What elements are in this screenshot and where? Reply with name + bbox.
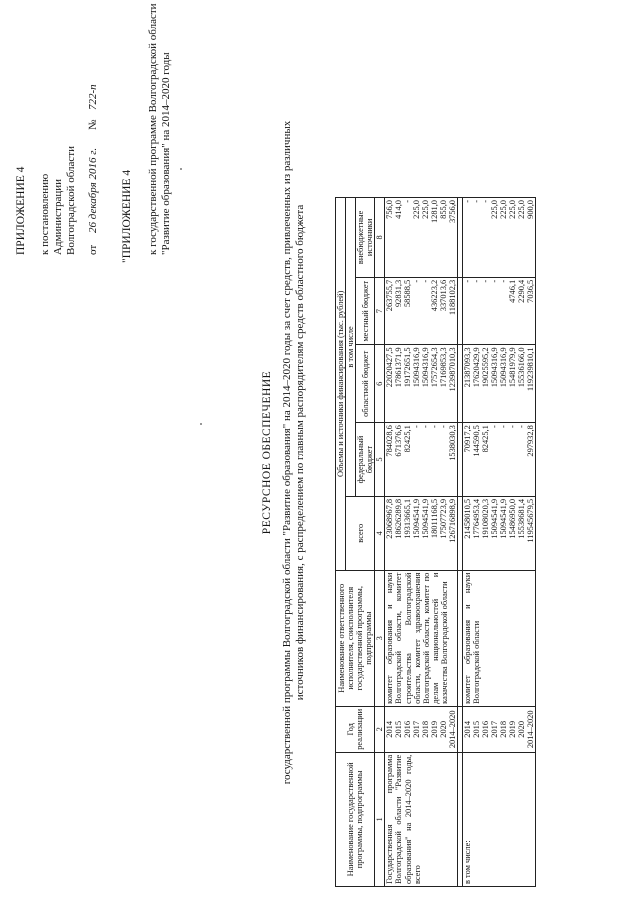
date-prefix: от (87, 244, 99, 255)
number-prefix: № (87, 119, 99, 130)
extra-value: - (463, 200, 473, 203)
local-value: - (490, 279, 500, 283)
federal-value: - (499, 425, 509, 428)
resource-table (335, 197, 536, 887)
col-number: 4 (375, 496, 385, 570)
years-value: 2019 (508, 720, 518, 738)
regional-value: 15481979,9 (508, 347, 518, 388)
extra-value: 855,0 (439, 200, 449, 219)
extra-value: 225,0 (412, 200, 422, 219)
appendix-label: ПРИЛОЖЕНИЕ 4 (15, 166, 27, 255)
header-including: в том числе (346, 198, 356, 497)
total-value: 23068967,8 (385, 498, 395, 539)
local-value: 1188102,3 (448, 279, 458, 316)
local-value: 436223,2 (430, 279, 440, 312)
regional-value: 19172651,5 (403, 347, 413, 388)
date-value: 26 декабря 2016 г. (87, 147, 99, 233)
extra-value: 900,0 (526, 200, 536, 219)
years-value: 2018 (499, 720, 509, 738)
years-value: 2020 (439, 720, 449, 738)
local-value: 263755,7 (385, 279, 395, 312)
col-number: 7 (375, 277, 385, 345)
total-value: 19108020,3 (481, 498, 491, 539)
col-number: 2 (375, 706, 385, 752)
resolution-line-1: к постановлению (39, 173, 51, 255)
total-value: 18626289,8 (394, 498, 404, 539)
total-value: 15486950,0 (508, 498, 518, 539)
years-value: 2017 (490, 720, 500, 738)
extra-value: 225,0 (499, 200, 509, 219)
extra-value: 225,0 (421, 200, 431, 219)
header-volumes: Объемы и источники финансирования (тыс. рублей) (336, 198, 346, 571)
years-value: 2014–2020 (526, 710, 536, 749)
total-value: 18011168,5 (430, 498, 440, 539)
regional-value: 21387093,3 (463, 347, 473, 388)
total-value: 15094541,9 (490, 498, 500, 539)
extra-cell (463, 198, 536, 278)
to-program-line-2: "Развитие образования" на 2014–2020 годы (160, 52, 172, 255)
federal-cell (463, 423, 536, 497)
local-value: - (421, 279, 431, 283)
total-value: 126716898,9 (448, 498, 458, 543)
regional-value: 19025595,2 (481, 347, 491, 388)
regional-cell (385, 345, 458, 423)
federal-cell (385, 423, 458, 497)
header-year: Год реализации (336, 706, 375, 752)
years-value: 2014 (385, 720, 395, 738)
extra-cell (385, 198, 458, 278)
including-label: в том числе: (463, 752, 536, 886)
federal-value: - (421, 425, 431, 428)
years-value: 2015 (394, 720, 404, 738)
resolution-line-2: Администрации (52, 178, 64, 255)
executor-name: комитет образования и науки Волгоградской области, комитет строительства Волгоградской области, комитет здравоохранения Волгоградской области, комитет по делам национальностей и казачества Волгоградской области (385, 570, 458, 706)
col-number: 5 (375, 423, 385, 497)
column-number-row (375, 198, 385, 887)
header-local: местный бюджет (356, 277, 375, 345)
federal-value: 70917,2 (463, 425, 473, 453)
local-value: - (499, 279, 509, 283)
extra-value: 414,0 (394, 200, 404, 219)
local-value: 92831,3 (394, 279, 404, 308)
local-value: 337013,6 (439, 279, 449, 312)
years-value: 2016 (403, 720, 413, 738)
federal-value: - (490, 425, 500, 428)
regional-value: 17169853,3 (439, 347, 449, 388)
regional-value: 22020427,5 (385, 347, 395, 388)
title-line-2: государственной программы Волгоградской области "Развитие образования" на 2014–2020 годы за счет средств, привлеченных из различных (281, 120, 293, 785)
federal-value: - (430, 425, 440, 428)
scan-speck (200, 423, 202, 425)
total-value: 17507723,9 (439, 498, 449, 539)
extra-value: - (403, 200, 413, 203)
committee-education-block (463, 198, 536, 887)
local-cell (385, 277, 458, 345)
total-value: 15094541,9 (499, 498, 509, 539)
regional-value: 119239810,1 (526, 347, 536, 392)
number-value: 722-п (87, 84, 99, 110)
extra-value: - (472, 200, 482, 203)
federal-value: - (517, 425, 527, 428)
extra-value: 3756,0 (448, 200, 458, 224)
extra-value: 756,0 (385, 200, 395, 219)
title-main: РЕСУРСНОЕ ОБЕСПЕЧЕНИЕ (261, 370, 273, 535)
years-value: 2018 (421, 720, 431, 738)
title-line-3: источников финансирования, с распределением по главным распорядителям средств областного бюджета (294, 204, 306, 701)
extra-value: 1281,0 (430, 200, 440, 224)
col-number: 8 (375, 198, 385, 278)
regional-value: 15094316,9 (490, 347, 500, 388)
total-value: 15094541,9 (421, 498, 431, 539)
regional-value: 15094316,9 (499, 347, 509, 388)
regional-value: 17620429,9 (472, 347, 482, 388)
header-federal: федеральный бюджет (356, 423, 375, 497)
years-value: 2016 (481, 720, 491, 738)
local-value: 4746,1 (508, 279, 518, 303)
total-cell (385, 496, 458, 570)
appendix-quote: "ПРИЛОЖЕНИЕ 4 (121, 169, 133, 263)
regional-value: 15094316,9 (412, 347, 422, 388)
extra-value: 225,0 (490, 200, 500, 219)
col-number: 1 (375, 752, 385, 886)
regional-value: 123987010,3 (448, 347, 458, 392)
regional-cell (463, 345, 536, 423)
total-value: 15094541,9 (412, 498, 422, 539)
header-extra: внебюджетные источники (356, 198, 375, 278)
extra-value: - (481, 200, 491, 203)
local-value: - (481, 279, 491, 283)
header-total: всего (346, 496, 375, 570)
year-cell (463, 706, 536, 752)
local-value: - (412, 279, 422, 283)
to-program-line-1: к государственной программе Волгоградской области (147, 3, 159, 255)
federal-value: 671376,6 (394, 425, 404, 457)
executor-name: комитет образования и науки Волгоградской области (463, 570, 536, 706)
regional-value: 17861371,9 (394, 347, 404, 388)
federal-value: - (412, 425, 422, 428)
col-number: 3 (375, 570, 385, 706)
total-value: 21458010,5 (463, 498, 473, 539)
years-value: 2014 (463, 720, 473, 738)
federal-value: 297932,8 (526, 425, 536, 457)
total-cell (463, 496, 536, 570)
total-value: 119545679,5 (526, 498, 536, 543)
header-executor: Наименование ответственного исполнителя, соисполнителя государственной программы, подпрограммы (336, 570, 375, 706)
local-value: - (472, 279, 482, 283)
federal-value: 82425,1 (403, 425, 413, 453)
federal-value: 82425,1 (481, 425, 491, 453)
col-number: 6 (375, 345, 385, 423)
years-value: 2014–2020 (448, 710, 458, 749)
local-value: 2290,4 (517, 279, 527, 303)
extra-value: 225,0 (517, 200, 527, 219)
regional-value: 17572654,3 (430, 347, 440, 388)
federal-value: - (439, 425, 449, 428)
extra-value: 225,0 (508, 200, 518, 219)
federal-value: 144590,5 (472, 425, 482, 457)
program-name: Государственная программа Волгоградской области "Развитие образования" на 2014–2020 годы, всего (385, 752, 458, 886)
local-cell (463, 277, 536, 345)
total-value: 15538681,4 (517, 498, 527, 539)
years-value: 2020 (517, 720, 527, 738)
regional-value: 15094316,9 (421, 347, 431, 388)
resolution-line-3: Волгоградской области (65, 146, 77, 255)
header-name: Наименование государственной программы, подпрограммы (336, 752, 375, 886)
total-value: 19313665,1 (403, 498, 413, 539)
federal-value: 1538030,3 (448, 425, 458, 461)
header-regional: областной бюджет (356, 345, 375, 423)
total-value: 17764953,4 (472, 498, 482, 539)
years-value: 2019 (430, 720, 440, 738)
local-value: - (463, 279, 473, 283)
scan-speck (180, 168, 182, 170)
program-total-block (385, 198, 458, 887)
regional-value: 15536166,0 (517, 347, 527, 388)
years-value: 2017 (412, 720, 422, 738)
federal-value: 784028,6 (385, 425, 395, 457)
local-value: 7036,5 (526, 279, 536, 303)
federal-value: - (508, 425, 518, 428)
years-value: 2015 (472, 720, 482, 738)
local-value: 58588,5 (403, 279, 413, 308)
year-cell (385, 706, 458, 752)
